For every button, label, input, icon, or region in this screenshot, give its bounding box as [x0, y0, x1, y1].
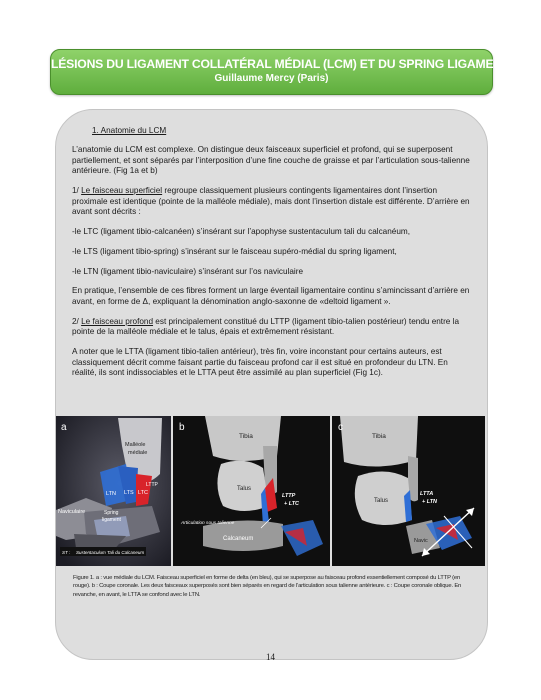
page-number: 14	[266, 652, 275, 662]
label-malleole: Malléole	[125, 442, 146, 448]
list-item-ltn: -le LTN (ligament tibio-naviculaire) s’insérant sur l’os naviculaire	[72, 266, 304, 276]
label-st-prefix: ST :	[62, 550, 71, 555]
term-superficial: Le faisceau superficiel	[81, 186, 163, 196]
panel-letter-c: c	[338, 422, 343, 433]
figure-panel-a	[56, 416, 171, 566]
list-item-lts: -le LTS (ligament tibio-spring) s’insérant sur le faisceau supéro-médial du spring ligament,	[72, 246, 397, 256]
item-prefix: 1/	[72, 186, 82, 196]
label-navic: Navic	[414, 538, 428, 544]
label-tibia-c: Tibia	[372, 433, 386, 440]
label-ltc: LTC	[138, 490, 148, 496]
label-ltc-b: + LTC	[284, 501, 300, 507]
paragraph-ltta: A noter que le LTTA (ligament tibio-talien antérieur), très fin, voire inconstant pour certains auteurs, est classiquement décrit comme faisant partie du faisceau profond car il est situé en profondeur du LTN. En réalité, ils sont indissociables et le LTTA peut être assimilé au plan superficiel (Fig 1c).	[72, 347, 448, 378]
list-item-ltc: -le LTC (ligament tibio-calcanéen) s’insérant sur l’apophyse sustentaculum tali du calcanéum,	[72, 227, 410, 237]
paragraph-deep-text: est principalement constitué du LTTP (ligament tibio-talien postérieur) tendu entre la pointe de la malléole médiale et le talus, épais et extrêmement résistant.	[72, 316, 460, 337]
label-mediale: médiale	[128, 450, 148, 456]
label-lts: LTS	[124, 490, 134, 496]
label-ltn: LTN	[106, 491, 116, 497]
label-ligament: ligament	[102, 517, 121, 523]
label-ltn-c: + LTN	[422, 499, 438, 505]
article-body	[72, 126, 474, 388]
author-line: Guillaume Mercy (Paris)	[214, 73, 329, 84]
label-talus-c: Talus	[374, 498, 389, 504]
paragraph-practice: En pratique, l’ensemble de ces fibres forment un large éventail ligamentaire continu s’amincissant d’arrière en avant, en forme de Δ, expliquant la dénomination anglo-saxonne de «deltoid ligament ».	[72, 286, 470, 307]
paragraph-deep	[72, 317, 474, 338]
label-st-text: Sustentaculum Tali du Calcaneum	[76, 550, 145, 555]
label-spring: Spring	[104, 510, 119, 516]
panel-letter-b: b	[179, 422, 185, 433]
label-articulation: Articulation sous talienne	[181, 521, 235, 526]
item-prefix: 2/	[72, 316, 82, 326]
page-title: LÉSIONS DU LIGAMENT COLLATÉRAL MÉDIAL (LCM) ET DU SPRING LIGAMENT	[51, 57, 510, 71]
label-lttp-b: LTTP	[282, 493, 296, 499]
label-calcaneum: Calcaneum	[223, 536, 254, 542]
paragraph-intro: L’anatomie du LCM est complexe. On distingue deux faisceaux superficiel et profond, qui se superposent partiellement, et sont séparés par l’interposition d’une fine couche de graisse et par l’articulation sous-talienne antérieure. (Fig 1a et b)	[72, 145, 470, 176]
label-talus-b: Talus	[237, 486, 252, 492]
section-heading: 1. Anatomie du LCM	[92, 126, 167, 135]
figure-panel-c	[332, 416, 485, 566]
title-banner	[50, 49, 510, 95]
term-deep: Le faisceau profond	[81, 316, 154, 326]
figure-panel-b	[173, 416, 330, 566]
label-lttp: LTTP	[146, 482, 158, 488]
label-naviculaire: Naviculaire	[58, 509, 86, 515]
figure-caption: Figure 1. a : vue médiale du LCM. Faisceau superficiel en forme de delta (en bleu), qui se superpose au faisceau profond essentiellement composé du LTTP (en rouge). b : Coupe coronale. Les deux faisceaux superposés sont bien séparés en regard de l’articulation sous talienne antérieure. c : Coupe coronale oblique. En revanche, en avant, le LTTA se confond avec le LTN.	[73, 575, 462, 598]
label-tibia-b: Tibia	[239, 433, 253, 440]
paragraph-superficial-text: regroupe classiquement plusieurs contingents ligamentaires dont l’insertion proximale est identique (pointe de la malléole médiale), mais dont l’insertion distale est différente. D’arrière en avant sont décrits :	[72, 186, 470, 217]
panel-letter-a: a	[61, 422, 67, 433]
figure-1	[56, 416, 485, 566]
paragraph-superficial	[72, 186, 474, 218]
label-ltta: LTTA	[420, 491, 434, 497]
